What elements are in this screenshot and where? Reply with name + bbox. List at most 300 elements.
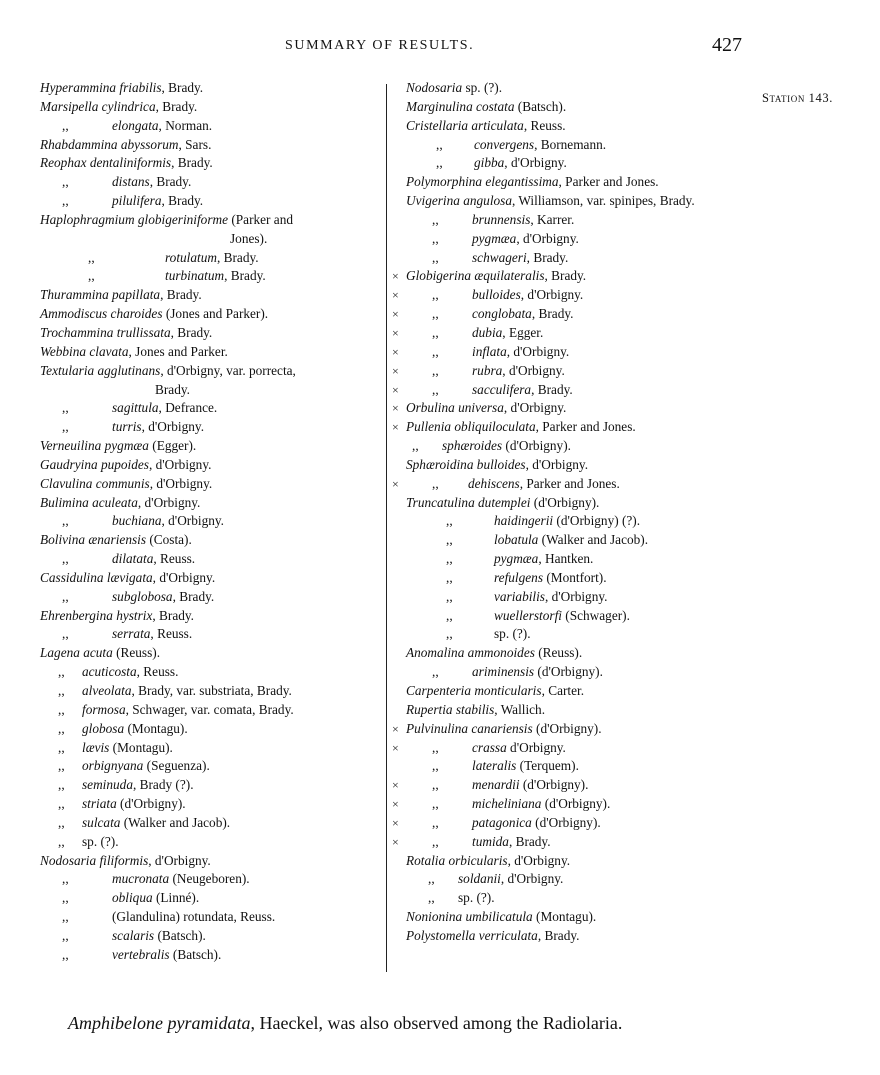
authority: , Reuss. [136,664,179,680]
authority: , Reuss. [523,117,566,133]
species-name: alveolata [82,683,132,698]
authority: , Brady, var. substriata, Brady. [131,683,292,698]
species-entry [392,908,752,927]
ditto-mark: ,, [432,362,439,378]
cross-mark: × [392,778,399,793]
authority: , Carter. [541,683,585,698]
authority: (d'Orbigny). [534,664,603,680]
entry-text [406,494,599,513]
ditto-mark: ,, [428,871,435,887]
species-entry [40,192,380,211]
species-entry [392,173,752,192]
species-name: pilulifera [112,193,162,209]
species-entry [40,362,380,381]
species-entry [392,833,752,852]
authority: , d'Orbigny. [149,475,213,491]
species-name: Bolivina ænariensis [40,532,147,548]
species-entry [40,98,380,117]
entry-text [494,625,531,644]
authority: (Montagu). [109,739,173,755]
species-entry [40,776,380,795]
authority: , d'Orbigny. [506,343,570,359]
authority: (Batsch). [169,946,222,962]
species-name: Cassidulina lævigata [40,569,153,585]
entry-text [472,381,573,400]
authority: , Brady. [508,833,551,849]
species-entry [392,644,752,663]
authority: (Batsch). [154,927,206,943]
entry-text [494,531,648,550]
cross-mark: × [392,797,399,812]
species-name: Cristellaria articulata [406,117,524,133]
authority: sp. (?). [494,626,531,642]
authority: , Brady. [224,268,266,284]
authority: , d'Orbigny. [525,456,589,472]
authority: Brady. [155,381,190,397]
species-entry [392,324,752,343]
authority: , Brady. [526,249,569,265]
species-name: gibba [474,155,505,171]
authority: , Brady (?). [132,777,194,793]
species-entry [392,249,752,268]
authority: , Brady. [171,155,213,171]
species-entry [392,230,752,249]
entry-text [165,249,259,268]
entry-text [468,475,620,494]
species-name: orbignyana [82,758,144,774]
species-entry [40,701,380,720]
entry-text [82,833,119,852]
footer-text: , Haeckel, was also observed among the Radiolaria. [250,1013,623,1033]
cross-mark: × [392,420,399,435]
species-name: Rupertia stabilis [406,701,495,717]
ditto-mark: ,, [62,890,69,906]
species-name: Thurammina papillata [40,287,161,303]
species-name: variabilis [494,588,545,604]
species-name: Marginulina costata [406,98,515,114]
ditto-mark: ,, [436,155,443,171]
authority: (Linné). [152,890,200,906]
species-entry [392,701,752,720]
species-name: Rotalia orbicularis [406,852,508,868]
authority: , Wallich. [494,701,546,717]
authority: (d'Orbigny). [116,796,186,812]
species-name: acuticosta [82,664,137,680]
species-name: serrata [112,626,151,642]
entry-text [472,324,543,343]
ditto-mark: ,, [58,833,65,849]
species-name: ariminensis [472,664,535,680]
cross-mark: × [392,344,399,359]
species-entry [392,607,752,626]
species-entry [392,569,752,588]
entry-text [472,343,569,362]
species-name: elongata [112,117,159,133]
entry-text [40,475,212,494]
ditto-mark: ,, [58,758,65,774]
entry-text [406,98,566,117]
ditto-mark: ,, [58,683,65,698]
entry-text [112,889,199,908]
entry-text [165,267,266,286]
ditto-mark: ,, [62,871,69,887]
authority: , Norman. [158,117,213,133]
authority: (d'Orbigny). [519,777,589,793]
ditto-mark: ,, [446,569,453,585]
species-name: pygmæa [494,551,539,567]
species-name: tumida [472,833,509,849]
ditto-mark: ,, [62,551,69,567]
species-entry [392,927,752,946]
species-entry [40,343,380,362]
species-name: Pulvinulina canariensis [406,720,533,736]
entry-text [40,644,160,663]
species-name: subglobosa [112,588,173,604]
species-name: Nonionina umbilicatula [406,909,533,925]
species-name: Carpenteria monticularis [406,683,542,698]
ditto-mark: ,, [62,193,69,209]
entry-text [82,682,292,701]
authority: , Brady. [537,927,580,943]
cross-mark: × [392,307,399,322]
authority: (Terquem). [516,758,579,774]
species-entry [392,154,752,173]
species-name: crassa [472,739,507,755]
entry-text [406,418,636,437]
authority: , Williamson, var. spinipes, Brady. [512,193,695,209]
authority: , d'Orbigny. [503,400,567,416]
species-name: conglobata [472,306,532,322]
authority: , Parker and Jones. [558,174,659,190]
species-name: Textularia agglutinans [40,362,161,378]
entry-text [406,399,566,418]
species-entry [40,757,380,776]
entry-text [458,889,495,908]
authority: , d'Orbigny. [152,569,216,585]
cross-mark: × [392,476,399,491]
authority: , Hantken. [538,551,594,567]
authority: , Jones and Parker. [128,343,228,359]
species-entry [392,663,752,682]
authority: (Neugeboren). [169,871,250,887]
species-entry [40,117,380,136]
species-name: Ehrenbergina hystrix [40,607,153,623]
species-entry [40,720,380,739]
species-entry [40,833,380,852]
authority: , Brady. [531,306,574,322]
cross-mark: × [392,721,399,736]
species-name: vertebralis [112,946,170,962]
entry-text [40,494,200,513]
species-entry [40,211,380,230]
ditto-mark: ,, [62,117,69,133]
species-name: dubia [472,324,503,340]
species-name: Rhabdammina abyssorum [40,136,179,152]
ditto-mark: ,, [412,438,419,454]
species-entry [392,475,752,494]
species-name: schwageri [472,249,527,265]
entry-text [40,437,196,456]
page-number: 427 [712,34,742,56]
entry-text [82,701,294,720]
authority: (Costa). [146,532,192,548]
authority: (Reuss). [534,645,583,661]
species-entry [392,550,752,569]
entry-text [40,98,197,117]
entry-text [474,154,567,173]
authority: , Brady. [149,174,192,190]
entry-text [472,305,573,324]
entry-text [406,682,584,701]
station-label: Station 143. [762,91,833,105]
species-name: seminuda [82,777,133,793]
species-name: scalaris [112,927,155,943]
species-name: Marsipella cylindrica [40,98,156,114]
species-name: menardii [472,777,520,793]
entry-text [40,569,215,588]
species-entry [40,588,380,607]
entry-text [82,739,173,758]
entry-text [40,136,211,155]
ditto-mark: ,, [432,211,439,227]
species-entry [392,98,752,117]
authority: d'Orbigny. [506,739,566,755]
entry-text [472,362,565,381]
species-entry [40,475,380,494]
species-entry [392,889,752,908]
ditto-mark: ,, [432,475,439,491]
entry-text [406,192,695,211]
species-entry [40,79,380,98]
species-name: Truncatulina dutemplei [406,494,531,510]
authority: , Brady. [170,324,213,340]
species-name: Webbina clavata [40,343,129,359]
authority: sp. (?). [458,890,495,906]
authority: , d'Orbigny. [141,419,205,435]
species-name: dilatata [112,551,154,567]
species-entry [392,362,752,381]
authority: (Schwager). [561,607,630,623]
species-entry [392,494,752,513]
species-name: Globigerina æquilateralis [406,268,545,284]
species-name: rubra [472,362,503,378]
species-entry [40,946,380,965]
ditto-mark: ,, [58,720,65,736]
running-title: SUMMARY OF RESULTS. [285,38,475,53]
species-entry [40,324,380,343]
authority: , Defrance. [158,400,218,416]
species-entry [392,286,752,305]
species-entry [40,682,380,701]
footer-species: Amphibelone pyramidata [68,1013,251,1033]
entry-text [112,908,275,927]
page-header [0,34,880,64]
authority: , d'Orbigny. [507,852,571,868]
entry-text [472,776,588,795]
species-entry [392,720,752,739]
species-name: turbinatum [165,268,225,284]
authority: (Montagu). [532,909,597,925]
ditto-mark: ,, [446,532,453,548]
species-entry [392,117,752,136]
ditto-mark: ,, [446,588,453,604]
species-entry [392,343,752,362]
footer-note [68,1013,622,1034]
authority: (Reuss). [112,645,161,661]
species-name: buchiana [112,513,162,529]
entry-text [472,663,603,682]
authority: (d'Orbigny). [532,720,602,736]
species-entry [392,267,752,286]
species-name: brunnensis [472,211,531,227]
species-name: Haplophragmium globigeriniforme [40,211,229,227]
authority: , Reuss. [153,551,196,567]
entry-text [112,173,191,192]
species-entry [40,494,380,513]
entry-text [82,663,178,682]
entry-text [112,870,250,889]
species-entry [392,757,752,776]
ditto-mark: ,, [432,381,439,397]
species-name: convergens [474,136,535,152]
species-entry [40,663,380,682]
ditto-mark: ,, [432,777,439,793]
column-divider [386,84,387,972]
entry-text [82,814,230,833]
species-entry [40,437,380,456]
species-name: Verneuilina pygmæa [40,438,149,454]
entry-text [230,230,267,249]
cross-mark: × [392,325,399,340]
ditto-mark: ,, [62,419,69,435]
ditto-mark: ,, [62,909,69,925]
species-name: formosa [82,701,126,717]
entry-text [112,625,192,644]
ditto-mark: ,, [432,230,439,246]
ditto-mark: ,, [88,268,95,284]
authority: , Brady. [161,80,204,95]
species-entry [40,531,380,550]
entry-text [472,249,568,268]
species-entry [40,136,380,155]
species-entry [392,682,752,701]
species-entry [392,814,752,833]
entry-text [40,456,211,475]
authority: , Brady. [531,381,573,397]
entry-text [472,286,583,305]
species-name: sulcata [82,814,121,830]
authority: , Parker and Jones. [535,419,636,435]
authority: , d'Orbigny, var. porrecta, [160,362,296,378]
ditto-mark: ,, [58,777,65,793]
species-name: Gaudryina pupoides [40,456,149,472]
entry-text [112,512,224,531]
species-name: sacculifera [472,381,532,397]
species-name: striata [82,796,117,812]
ditto-mark: ,, [432,287,439,303]
species-name: refulgens [494,569,543,585]
authority: Jones). [230,230,268,246]
entry-text [40,286,202,305]
authority: , d'Orbigny. [148,852,211,868]
authority: , Brady. [172,588,215,604]
authority: , Brady. [161,193,204,209]
species-entry [40,795,380,814]
ditto-mark: ,, [446,551,453,567]
authority: sp. (?). [462,80,503,95]
species-entry [40,230,380,249]
entry-text [406,79,502,98]
entry-text [40,343,228,362]
species-entry [40,569,380,588]
species-entry [392,512,752,531]
entry-text [472,833,551,852]
species-entry [40,305,380,324]
species-entry [392,418,752,437]
species-entry [40,381,380,400]
species-entry [392,399,752,418]
species-name: Polystomella verriculata [406,927,538,943]
authority: , Sars. [178,136,212,152]
authority: , Brady. [216,249,259,265]
authority: , Reuss. [150,626,193,642]
species-name: turris [112,419,142,435]
authority: (Montagu). [124,720,188,736]
entry-text [406,456,588,475]
species-entry [392,625,752,644]
ditto-mark: ,, [432,739,439,755]
species-name: Trochammina trullissata [40,324,171,340]
entry-text [82,795,186,814]
ditto-mark: ,, [62,174,69,190]
species-entry [392,870,752,889]
authority: (d'Orbigny). [530,494,600,510]
species-name: globosa [82,720,125,736]
species-entry [40,625,380,644]
species-name: sagittula [112,400,159,416]
authority: , Brady. [152,607,194,623]
entry-text [40,607,194,626]
species-entry [40,286,380,305]
species-entry [40,154,380,173]
authority: , d'Orbigny. [520,287,584,303]
cross-mark: × [392,401,399,416]
authority: (Jones and Parker). [162,306,269,322]
ditto-mark: ,, [62,626,69,642]
species-entry [392,531,752,550]
species-name: Nodosaria filiformis [40,852,149,868]
cross-mark: × [392,288,399,303]
species-entry [40,889,380,908]
authority: (Seguenza). [143,758,210,774]
species-name: Reophax dentaliniformis [40,155,172,171]
entry-text [442,437,571,456]
authority: (d'Orbigny). [502,438,571,454]
authority: , Brady. [155,98,198,114]
species-name: distans [112,174,150,190]
species-name: lævis [82,739,110,755]
entry-text [472,739,566,758]
ditto-mark: ,, [88,249,95,265]
ditto-mark: ,, [58,664,65,680]
species-name: inflata [472,343,507,359]
species-name: Uvigerina angulosa [406,193,512,209]
authority: , d'Orbigny. [544,588,608,604]
ditto-mark: ,, [446,513,453,529]
authority: (Batsch). [514,98,567,114]
species-name: mucronata [112,871,170,887]
ditto-mark: ,, [62,927,69,943]
